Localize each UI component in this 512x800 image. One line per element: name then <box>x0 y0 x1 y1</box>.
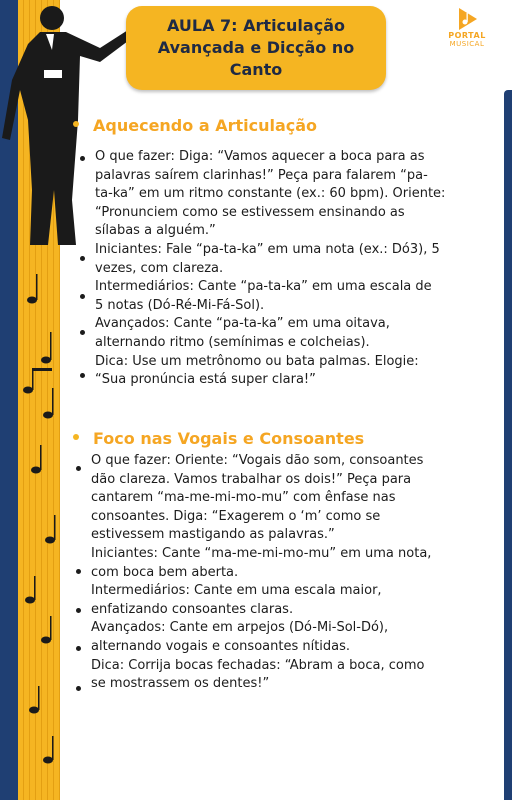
section-heading: Aquecendo a Articulação <box>93 116 318 135</box>
right-blue-band <box>504 90 512 800</box>
text-line: dão clareza. Vamos trabalhar os dois!” Peça para <box>91 471 412 487</box>
heading-bullet <box>73 434 79 440</box>
text-line: consoantes. Diga: “Exagerem o ‘m’ como se <box>91 508 381 524</box>
bullet-dot <box>76 608 81 613</box>
text-line: O que fazer: Oriente: “Vogais dão som, consoantes <box>91 453 424 468</box>
section-body <box>95 148 445 390</box>
title-line: Avançada e Dicção no <box>157 38 355 57</box>
play-note-icon <box>454 6 480 32</box>
text-line: Dica: Use um metrônomo ou bata palmas. Elogie: <box>95 353 419 369</box>
text-line: Avançados: Cante em arpejos (Dó-Mi-Sol-Dó), <box>91 620 389 636</box>
text-line: Avançados: Cante “pa-ta-ka” em uma oitava, <box>95 316 390 332</box>
title-line: AULA 7: Articulação <box>167 16 345 35</box>
text-line: enfatizando consoantes claras. <box>91 601 294 617</box>
text-line: cantarem “ma-me-mi-mo-mu” com ênfase nas <box>91 490 396 506</box>
bullet-dot <box>80 294 85 299</box>
title-line: Canto <box>229 60 283 79</box>
text-line: alternando vogais e consoantes nítidas. <box>91 638 351 654</box>
text-line: Iniciantes: Cante “ma-me-mi-mo-mu” em uma nota, <box>91 545 432 561</box>
text-line: se mostrassem os dentes!” <box>91 676 270 692</box>
text-line: Intermediários: Cante “pa-ta-ka” em uma escala de <box>95 279 432 295</box>
bullet-dot <box>80 256 85 261</box>
logo-text-musical: MUSICAL <box>449 40 485 48</box>
logo-text-portal: PORTAL <box>448 31 486 40</box>
text-line: sílabas a alguém.” <box>95 223 216 239</box>
text-line: alternando ritmo (semínimas e colcheias). <box>95 334 370 350</box>
heading-bullet <box>73 121 79 127</box>
text-line: 5 notas (Dó-Ré-Mi-Fá-Sol). <box>95 297 265 313</box>
text-line: com boca bem aberta. <box>91 564 239 580</box>
section-body <box>91 452 431 694</box>
bullet-dot <box>80 156 85 161</box>
section-heading: Foco nas Vogais e Consoantes <box>93 429 365 448</box>
lesson-title <box>158 15 354 81</box>
text-line: ta-ka” em um ritmo constante (ex.: 60 bpm). Oriente: <box>95 186 446 202</box>
bullet-dot <box>76 686 81 691</box>
text-line: Iniciantes: Fale “pa-ta-ka” em uma nota (ex.: Dó3), 5 <box>95 241 440 257</box>
text-line: vezes, com clareza. <box>95 260 224 276</box>
text-line: Intermediários: Cante em uma escala maior, <box>91 583 382 599</box>
portal-musical-logo <box>442 6 492 54</box>
lesson-title-banner <box>126 6 386 90</box>
bullet-dot <box>80 330 85 335</box>
bullet-dot <box>76 466 81 471</box>
bullet-dot <box>76 646 81 651</box>
bullet-dot <box>80 373 85 378</box>
text-line: estivessem mastigando as palavras.” <box>91 527 335 543</box>
bullet-dot <box>76 569 81 574</box>
text-line: “Sua pronúncia está super clara!” <box>95 372 316 388</box>
text-line: Dica: Corrija bocas fechadas: “Abram a boca, como <box>91 657 425 673</box>
music-notes-decoration <box>18 240 68 800</box>
text-line: “Pronunciem como se estivessem ensinando as <box>95 204 405 220</box>
text-line: palavras saírem clarinhas!” Peça para falarem “pa- <box>95 167 428 183</box>
text-line: O que fazer: Diga: “Vamos aquecer a boca para as <box>95 149 425 164</box>
